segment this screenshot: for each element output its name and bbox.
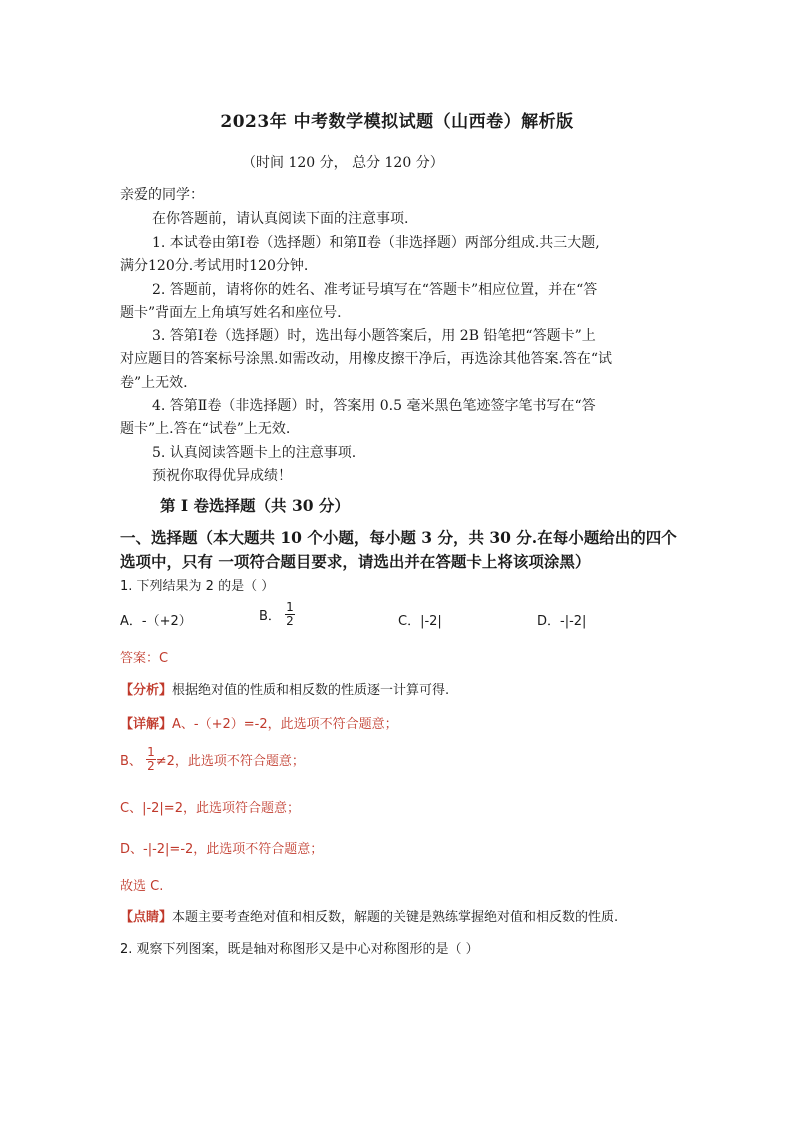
fraction-denominator: 2 xyxy=(147,759,155,773)
fraction-numerator: 1 xyxy=(147,745,155,759)
notice-item-1-line-2: 满分120分.考试用时120分钟. xyxy=(120,258,309,274)
question-1-option-a: A．-（+2） xyxy=(120,614,192,629)
fraction-numerator: 1 xyxy=(286,600,294,614)
notice-intro: 在你答题前，请认真阅读下面的注意事项. xyxy=(152,211,409,227)
question-1-detail-c: C、|-2|=2，此选项符合题意； xyxy=(120,801,300,816)
notice-item-3-line-1: 3. 答第Ⅰ卷（选择题）时，选出每小题答案后，用 2B 铅笔把“答题卡”上 xyxy=(152,328,596,344)
question-1-conclusion: 故选 C. xyxy=(120,879,164,894)
part-1-instruction-line-2: 选项中，只有 一项符合题目要求，请选出并在答题卡上将该项涂黑） xyxy=(120,552,591,571)
question-1-detail-a xyxy=(120,713,398,732)
notice-item-4-line-1: 4. 答第Ⅱ卷（非选择题）时，答案用 0.5 毫米黑色笔迹签字笔书写在“答 xyxy=(152,398,596,414)
analysis-tag: 【分析】 xyxy=(120,683,173,698)
option-b-label: B． xyxy=(259,609,281,624)
question-1-option-b xyxy=(259,601,295,628)
detail-tag: 【详解】 xyxy=(120,717,173,732)
document-title: 2023年 中考数学模拟试题（山西卷）解析版 xyxy=(220,112,574,132)
question-1-detail-d: D、-|-2|=-2，此选项不符合题意； xyxy=(120,842,324,857)
fraction-denominator: 2 xyxy=(286,614,294,628)
question-1-option-d: D．-|-2| xyxy=(537,614,587,629)
notice-item-3-line-3: 卷”上无效. xyxy=(120,375,188,391)
question-1-comment xyxy=(120,906,618,925)
part-1-instruction-line-1: 一、选择题（本大题共 10 个小题，每小题 3 分，共 30 分.在每小题给出的四个 xyxy=(120,528,677,547)
greeting: 亲爱的同学： xyxy=(120,187,204,203)
notice-item-4-line-2: 题卡”上.答在“试卷”上无效. xyxy=(120,421,291,437)
fraction-one-half-detail xyxy=(146,746,156,773)
exam-time-info: （时间 120 分， 总分 120 分） xyxy=(242,155,444,171)
question-1-option-c: C．|-2| xyxy=(398,614,442,629)
analysis-text: 根据绝对值的性质和相反数的性质逐一计算可得. xyxy=(172,683,450,698)
notice-item-2-line-2: 题卡”背面左上角填写姓名和座位号. xyxy=(120,305,342,321)
comment-text: 本题主要考查绝对值和相反数，解题的关键是熟练掌握绝对值和相反数的性质. xyxy=(172,910,619,925)
question-1-stem: 1. 下列结果为 2 的是（ ） xyxy=(120,579,275,594)
notice-wish: 预祝你取得优异成绩！ xyxy=(152,468,292,484)
comment-tag: 【点睛】 xyxy=(120,910,173,925)
question-1-analysis xyxy=(120,679,449,698)
detail-b-suffix: ≠2，此选项不符合题意； xyxy=(155,754,305,769)
question-1-detail-b xyxy=(120,746,305,773)
question-2-stem: 2. 观察下列图案，既是轴对称图形又是中心对称图形的是（ ） xyxy=(120,942,479,957)
notice-item-3-line-2: 对应题目的答案标号涂黑.如需改动，用橡皮擦干净后，再选涂其他答案.答在“试 xyxy=(120,351,613,367)
detail-b-prefix: B、 xyxy=(120,754,142,769)
section-1-title: 第 Ⅰ 卷选择题（共 30 分） xyxy=(160,496,350,515)
fraction-one-half xyxy=(285,601,295,628)
notice-item-5: 5. 认真阅读答题卡上的注意事项. xyxy=(152,445,357,461)
notice-item-1-line-1: 1. 本试卷由第Ⅰ卷（选择题）和第Ⅱ卷（非选择题）两部分组成.共三大题, xyxy=(152,235,600,251)
notice-item-2-line-1: 2. 答题前，请将你的姓名、准考证号填写在“答题卡”相应位置，并在“答 xyxy=(152,282,598,298)
question-1-answer: 答案：C xyxy=(120,651,169,666)
detail-a-text: A、-（+2）=-2，此选项不符合题意； xyxy=(172,717,398,732)
